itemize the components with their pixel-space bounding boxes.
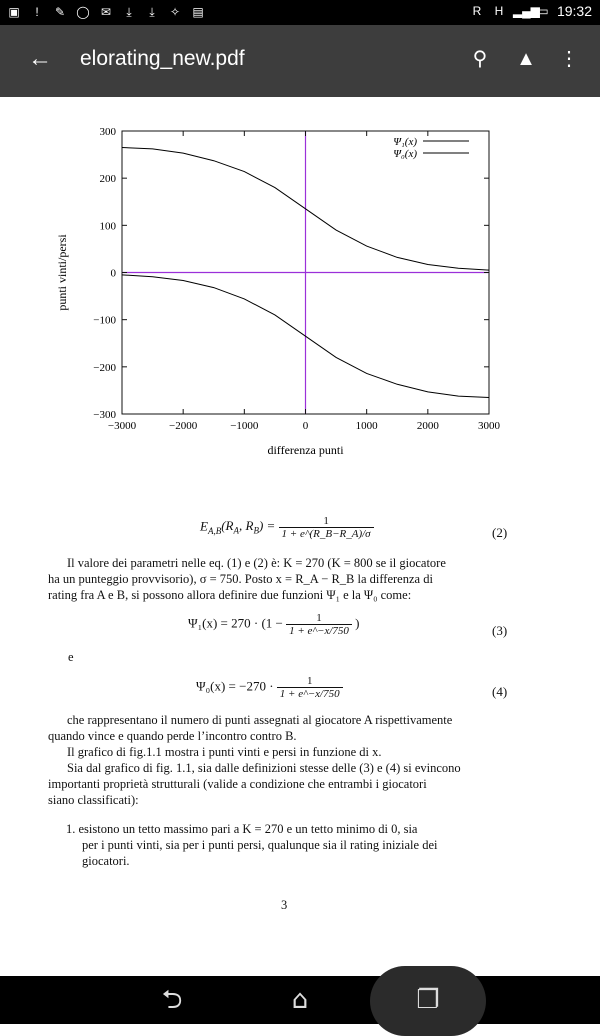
paragraph-1-line-2: ha un punteggio provvisorio), σ = 750. Posto x = R_A − R_B la differenza di — [48, 572, 433, 586]
battery-icon: ▭ — [537, 4, 549, 18]
screenshot-icon: ▣ — [8, 5, 20, 19]
y-tick-label: −300 — [93, 409, 116, 421]
paragraph-4-line-2: importanti proprietà strutturali (valide a condizione che entrambi i giocatori — [48, 777, 427, 791]
list-item-1-line-1: 1. esistono un tetto massimo pari a K = 270 e un tetto minimo di 0, sia — [66, 822, 418, 836]
home-icon[interactable]: ⌂ — [291, 985, 309, 1015]
recents-icon[interactable]: ❐ — [416, 985, 440, 1015]
sim-icon: ▤ — [192, 5, 204, 19]
system-icons — [469, 3, 592, 19]
status-bar — [0, 0, 600, 25]
eq2-number: (2) — [492, 525, 508, 540]
eq4-numerator: 1 — [277, 675, 343, 688]
y-tick-label: 100 — [99, 220, 116, 233]
paragraph-2-line-2: quando vince e quando perde l’incontro contro B. — [48, 729, 297, 743]
app-bar — [0, 25, 600, 97]
notification-icons — [6, 4, 206, 20]
pdf-page[interactable] — [0, 97, 600, 976]
paragraph-1-line-3: rating fra A e B, si possono allora definire due funzioni Ψ₁ e la Ψ₀ come: — [48, 588, 412, 602]
drive-add-icon[interactable]: ▲ — [516, 48, 536, 70]
paragraph-4-line-1: Sia dal grafico di fig. 1.1, sia dalle definizioni stesse delle (3) e (4) si evincono — [67, 761, 461, 775]
x-tick-label: 2000 — [416, 420, 439, 432]
eq4-lhs: Ψ₀(x) = −270 · — [196, 678, 274, 694]
eq2-denominator: 1 + e^(R_B−R_A)/σ — [281, 528, 371, 540]
paragraph-1-line-1: Il valore dei parametri nelle eq. (1) e (2) è: K = 270 (K = 800 se il giocatore — [67, 556, 446, 570]
eq2-numerator: 1 — [279, 515, 374, 528]
eq2-sub: A,B — [207, 526, 222, 537]
search-icon[interactable]: ⚲ — [472, 48, 488, 70]
x-tick-label: −2000 — [169, 420, 198, 432]
legend-label-1: Ψ₁(x) — [393, 136, 417, 148]
y-tick-label: 200 — [99, 173, 116, 186]
x-axis-label: differenza punti — [267, 443, 344, 457]
y-tick-label: −100 — [93, 314, 116, 327]
page-number: 3 — [281, 898, 288, 912]
eq4-denominator: 1 + e^−x/750 — [279, 688, 340, 700]
download-icon: ⤓ — [126, 5, 132, 19]
broom-icon: ✧ — [169, 5, 181, 19]
download-icon-2: ⤓ — [149, 5, 155, 19]
y-tick-label: −200 — [93, 361, 116, 374]
list-item-1-line-3: giocatori. — [82, 854, 130, 868]
signal-icon: ▂▄▆ — [512, 4, 540, 18]
list-item-1-line-2: per i punti vinti, sia per i punti persi, qualunque sia il rating iniziale dei — [82, 838, 438, 852]
eq2-lhs: E — [200, 518, 208, 534]
conjunction-e: e — [68, 650, 74, 664]
legend-label-2: Ψ₀(x) — [393, 148, 417, 160]
paragraph-3: Il grafico di fig.1.1 mostra i punti vinti e persi in funzione di x. — [67, 745, 382, 759]
eq3-numerator: 1 — [286, 612, 352, 625]
alert-icon: ! — [35, 5, 39, 19]
back-arrow-icon[interactable]: ← — [28, 45, 52, 72]
mail-icon: ✉ — [100, 5, 112, 19]
eq3-lhs: Ψ₁(x) = 270 · (1 − — [188, 615, 283, 631]
x-tick-label: 1000 — [355, 420, 378, 432]
y-tick-label: 0 — [110, 267, 116, 280]
clock: 19:32 — [556, 3, 592, 19]
eq3-close: ) — [355, 615, 360, 631]
equation-2: $E_{A,B}(R_A$, $R_B$) = $\frac{1}{1 + e\^{}(R\_B-R\_A)/\sigma}$ — [200, 515, 374, 540]
equation-4 — [196, 675, 343, 700]
whatsapp-icon: ◯ — [76, 5, 90, 19]
paragraph-4-line-3: siano classificati): — [48, 793, 139, 807]
x-tick-label: 0 — [302, 420, 309, 432]
paragraph-2-line-1: che rappresentano il numero di punti assegnati al giocatore A rispettivamente — [67, 713, 453, 727]
x-tick-label: −1000 — [230, 420, 259, 432]
y-axis-label: punti vinti/persi — [55, 234, 69, 311]
hplus-icon: H — [494, 4, 504, 18]
document-title: elorating_new.pdf — [80, 47, 245, 70]
x-tick-label: 3000 — [478, 420, 500, 432]
eq4-number: (4) — [492, 684, 508, 699]
eq3-number: (3) — [492, 623, 508, 638]
eq3-denominator: 1 + e^−x/750 — [289, 625, 349, 637]
navigation-bar — [0, 976, 600, 1024]
r-icon: R — [472, 4, 482, 18]
figure-chart — [0, 97, 600, 477]
wrench-icon: ✎ — [54, 5, 66, 19]
back-nav-icon[interactable]: ⮌ — [161, 985, 183, 1015]
more-options-icon[interactable]: ⋮ — [559, 48, 579, 70]
equation-3 — [188, 612, 360, 637]
x-tick-label: −3000 — [107, 420, 137, 432]
y-tick-label: 300 — [99, 126, 116, 138]
